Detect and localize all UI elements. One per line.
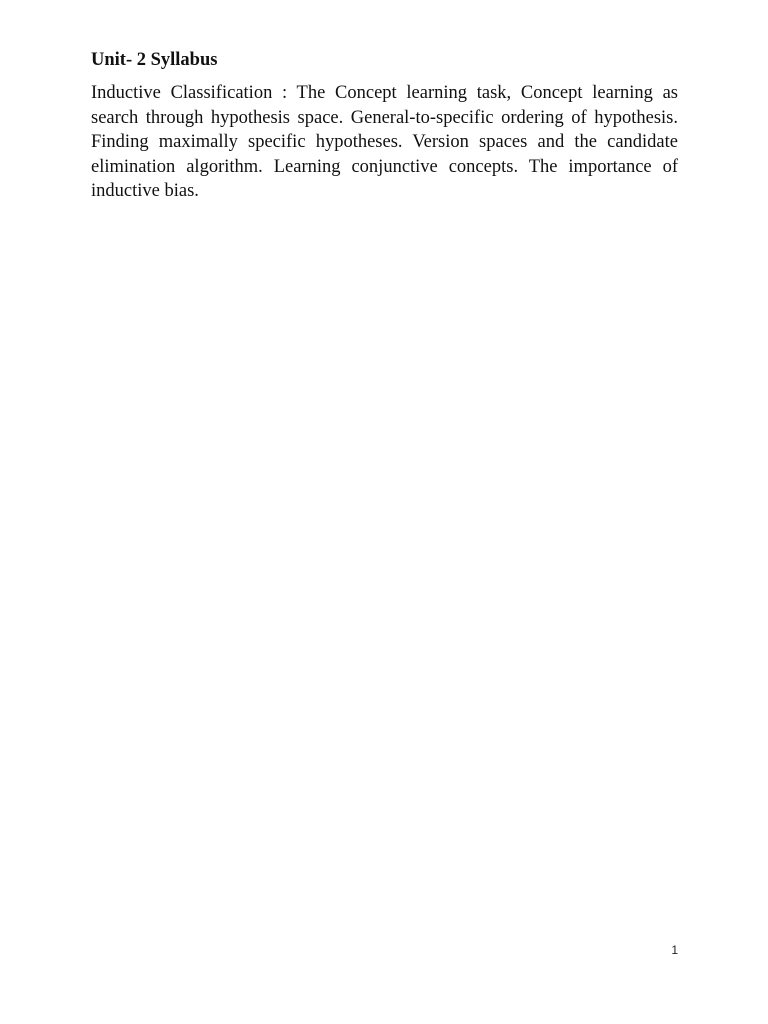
syllabus-paragraph: Inductive Classification : The Concept learning task, Concept learning as search through hypothesis space. General-to-specific ordering of hypothesis. Finding maximally specific hypotheses. Version spaces and the candidate elimination algorithm. Learning conjunctive concepts. The importance of inductive bias. (91, 83, 678, 201)
section-heading: Unit- 2 Syllabus (91, 50, 218, 70)
page-number: 1 (671, 943, 678, 957)
